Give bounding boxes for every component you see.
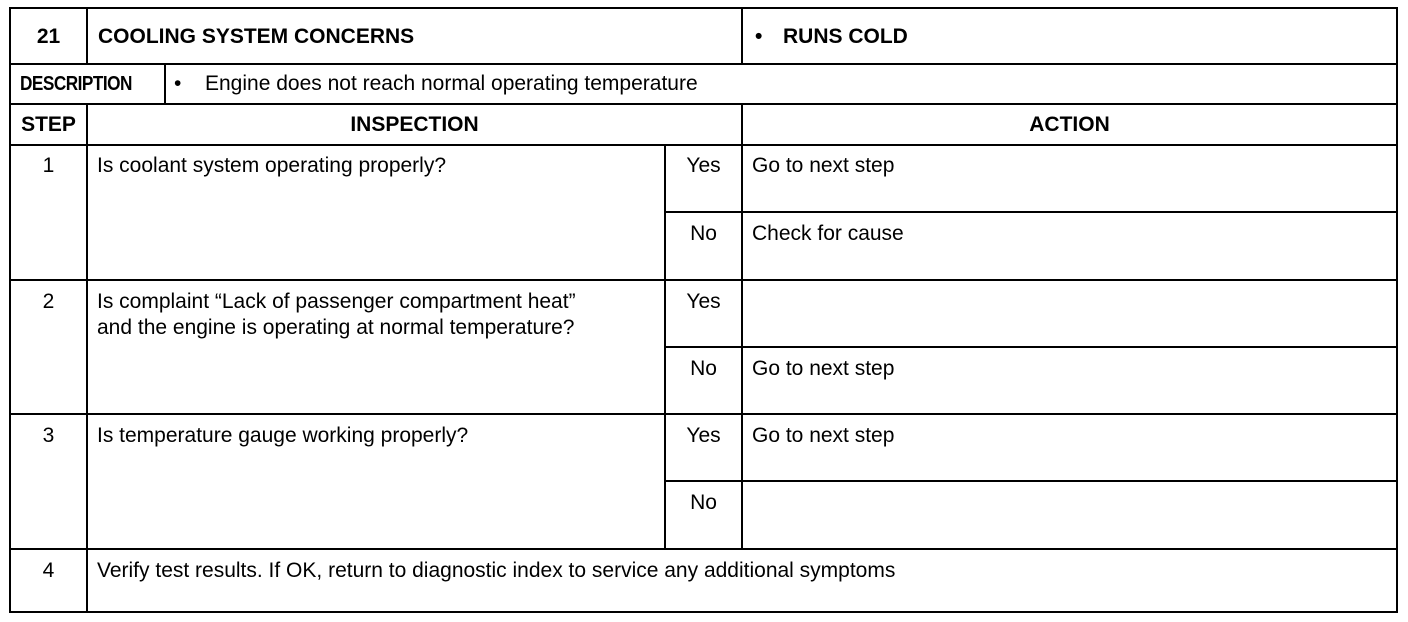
no-action-cell	[741, 480, 1398, 550]
column-header-action-cell	[741, 103, 1398, 146]
description-bullet-icon: •	[174, 72, 182, 95]
step-inspection-cell	[86, 413, 666, 550]
no-action-cell	[741, 346, 1398, 415]
no-label-cell	[664, 211, 743, 281]
yes-label: Yes	[686, 424, 721, 447]
step-number-cell	[9, 144, 88, 281]
step-inspection-line: Is coolant system operating properly?	[97, 154, 447, 177]
column-header-inspection-cell	[86, 103, 743, 146]
step-inspection-cell	[86, 279, 666, 415]
no-label: No	[690, 491, 717, 514]
step-number: 3	[42, 424, 55, 447]
no-action-cell	[741, 211, 1398, 281]
no-label-cell	[664, 346, 743, 415]
no-label: No	[690, 357, 717, 380]
column-header-action: ACTION	[1029, 113, 1110, 136]
step-inspection-line: Is complaint “Lack of passenger compartment heat”	[97, 290, 576, 313]
section-number-cell	[9, 7, 88, 65]
yes-action-cell	[741, 413, 1398, 482]
description-text: Engine does not reach normal operating temperature	[205, 72, 698, 95]
section-title: COOLING SYSTEM CONCERNS	[98, 25, 415, 48]
yes-label-cell	[664, 279, 743, 348]
description-label-cell	[9, 63, 166, 105]
step-number: 1	[42, 154, 55, 177]
step-final-cell	[86, 548, 1398, 613]
yes-label-cell	[664, 413, 743, 482]
symptom-cell	[741, 7, 1398, 65]
step-number-cell	[9, 413, 88, 550]
yes-action: Go to next step	[752, 424, 895, 447]
step-inspection-cell	[86, 144, 666, 281]
column-header-inspection: INSPECTION	[350, 113, 479, 136]
step-inspection-line: and the engine is operating at normal temperature?	[97, 316, 575, 339]
column-header-step-cell	[9, 103, 88, 146]
section-number: 21	[36, 25, 61, 48]
yes-label: Yes	[686, 290, 721, 313]
step-number-cell	[9, 548, 88, 613]
step-number-cell	[9, 279, 88, 415]
symptom-title: RUNS COLD	[783, 25, 908, 48]
yes-label: Yes	[686, 154, 721, 177]
yes-action-cell	[741, 279, 1398, 348]
yes-action: Go to next step	[752, 154, 895, 177]
no-label: No	[690, 222, 717, 245]
symptom-bullet-icon: •	[755, 25, 763, 48]
step-final-text: Verify test results. If OK, return to diagnostic index to service any additional symptoms	[97, 559, 896, 582]
yes-label-cell	[664, 144, 743, 213]
no-action: Go to next step	[752, 357, 895, 380]
section-title-cell	[86, 7, 743, 65]
step-inspection-line: Is temperature gauge working properly?	[97, 424, 469, 447]
step-number: 2	[42, 290, 55, 313]
column-header-step: STEP	[21, 113, 76, 136]
no-label-cell	[664, 480, 743, 550]
step-number: 4	[42, 559, 55, 582]
yes-action-cell	[741, 144, 1398, 213]
no-action: Check for cause	[752, 222, 904, 245]
description-label: DESCRIPTION	[20, 73, 132, 95]
